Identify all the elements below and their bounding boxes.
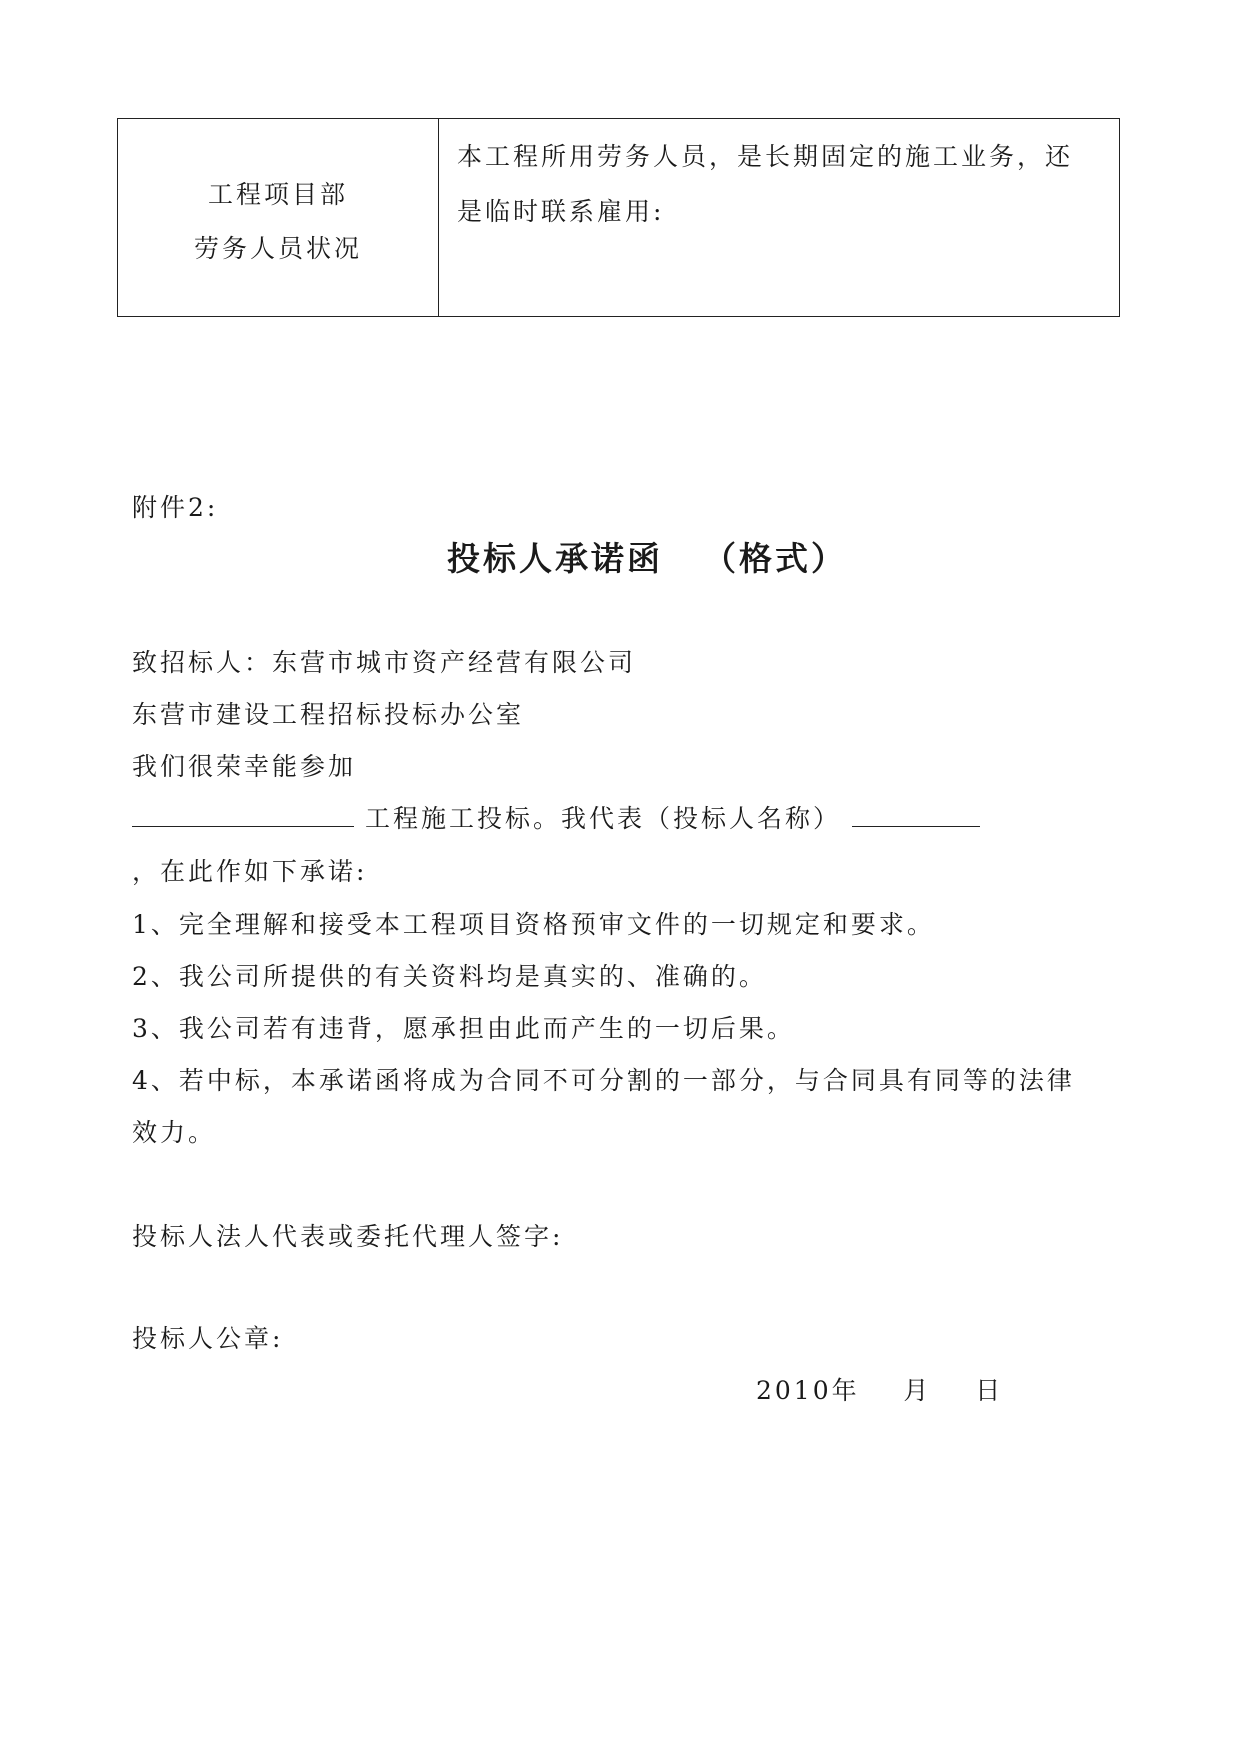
label-line-2: 劳务人员状况 (193, 233, 362, 263)
page-title (447, 533, 847, 580)
commitment-item-2: 2、我公司所提供的有关资料均是真实的、准确的。 (132, 962, 767, 991)
commitment-item-4: 4、若中标，本承诺函将成为合同不可分割的一部分，与合同具有同等的法律 (132, 1066, 1075, 1095)
table-content-cell (439, 119, 1120, 317)
commitment-item-1: 1、完全理解和接受本工程项目资格预审文件的一切规定和要求。 (132, 910, 935, 939)
bid-line-text: 工程施工投标。我代表（投标人名称） (364, 804, 841, 833)
date-year: 2010年 (756, 1376, 860, 1405)
title-format: （格式） (703, 539, 847, 578)
addressee-line-1: 致招标人：东营市城市资产经营有限公司 (132, 648, 637, 677)
seal-label: 投标人公章: (132, 1324, 284, 1353)
addressee-line-2: 东营市建设工程招标投标办公室 (132, 700, 525, 729)
intro-line: 我们很荣幸能参加 (132, 752, 357, 781)
table-label-cell (118, 119, 439, 317)
content-line-2: 是临时联系雇用: (457, 197, 665, 226)
content-line-1: 本工程所用劳务人员，是长期固定的施工业务，还 (457, 142, 1074, 171)
project-name-blank[interactable] (132, 800, 354, 827)
bidder-name-blank[interactable] (852, 800, 980, 827)
commitment-item-3: 3、我公司若有违背，愿承担由此而产生的一切后果。 (132, 1014, 795, 1043)
date-day: 日 (975, 1376, 1004, 1405)
title-text: 投标人承诺函 (447, 539, 663, 578)
date-line (756, 1371, 1003, 1407)
date-month: 月 (903, 1376, 932, 1405)
signature-label: 投标人法人代表或委托代理人签字: (132, 1222, 564, 1251)
label-line-1: 工程项目部 (207, 179, 348, 209)
bid-line (132, 799, 980, 835)
commit-intro: ，在此作如下承诺: (132, 857, 368, 886)
labor-status-table (117, 118, 1120, 317)
attachment-label: 附件2: (132, 493, 219, 522)
commitment-item-4-continued: 效力。 (132, 1118, 217, 1147)
table-row (118, 119, 1120, 317)
